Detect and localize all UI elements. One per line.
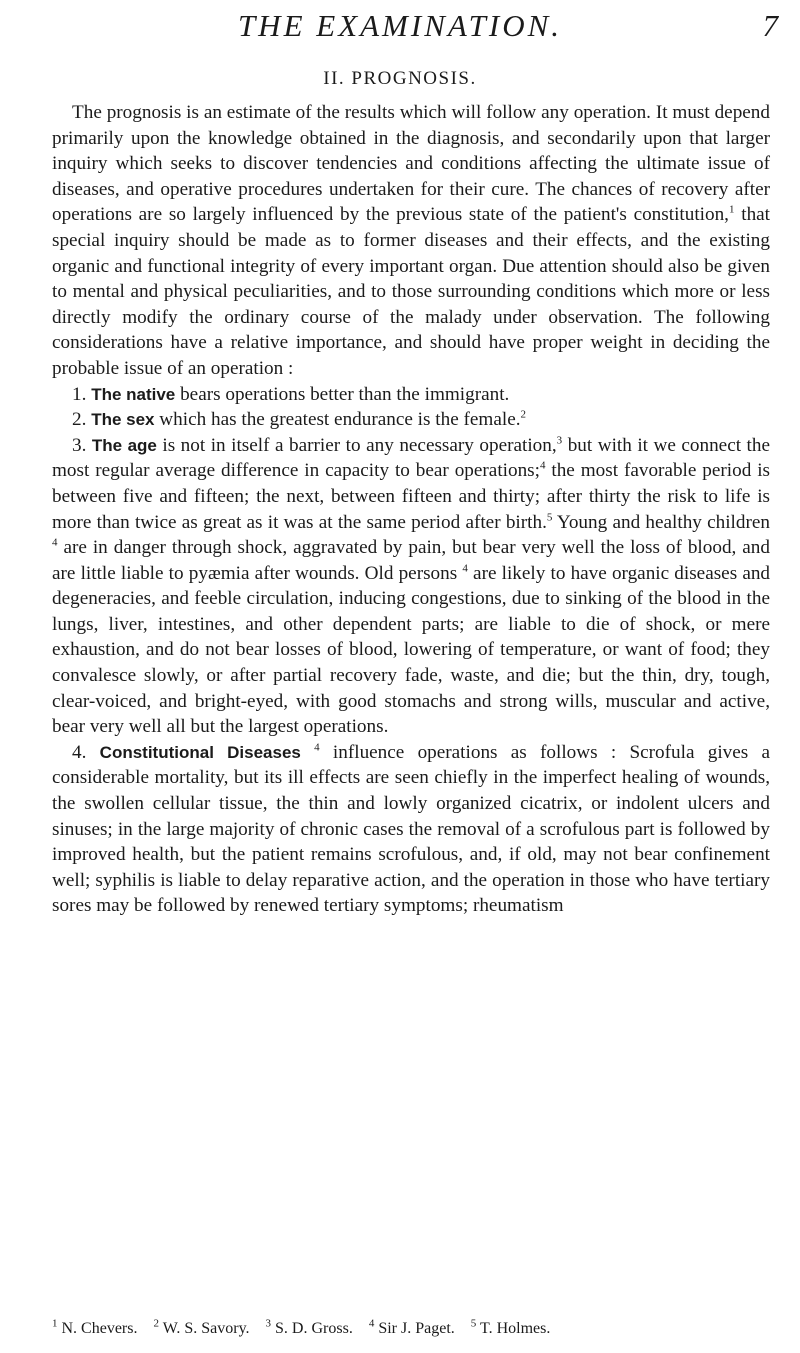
list-item-native: 1. The native bears operations better than the immigrant. (72, 383, 510, 405)
term-sex: The sex (91, 410, 155, 430)
list-item-sex: 2. The sex which has the greatest endurance is the female.$^2$ (72, 408, 527, 431)
footnote-3: $^3$ S. D. Gross. (265, 1317, 353, 1337)
footnote-ref: 4 (314, 741, 320, 754)
page-number: 7 (762, 8, 778, 43)
footnote-ref: 1 (728, 203, 735, 216)
intro-paragraph: The prognosis is an estimate of the results which will follow any operation. It must depend primarily upon the knowledge obtained in the diagnosis, and secondarily upon that larger inquiry which seeks to discover tendencies and conditions affecting the ultimate issue of diseases, and operative procedures undertaken for their cure. The chances of recovery after operations are so largely influenced by the previous state of the patient's constitution,$^1$ that special inquiry should be made as to former diseases and their effects, and the existing organic and functional integrity of every important organ. Due attention should also be given to mental and physical peculiarities, and to those surrounding conditions which more or less directly modify the ordinary course of the malady under observation. The following considerations have a relative importance, and should have proper weight in deciding the probable issue of an operation : (52, 102, 771, 379)
footnote-ref: 4 (539, 459, 546, 472)
body-text (52, 100, 770, 919)
term-native: The native (91, 384, 176, 404)
footnote-ref: 4 (462, 562, 468, 575)
footnote-1: $^1$ N. Chevers. (52, 1317, 138, 1337)
running-head (0, 8, 800, 48)
list-item-age: 3. The age is not in itself a barrier to any necessary operation,$^3$ but with it we connect the most regular average difference in capacity to bear operations;$^4$ the most favorable period is between five and fifteen; the next, between fifteen and thirty; after thirty the risk to life is more than twice as great as it was at the same period after birth.$^5$ Young and healthy children $^4$ are in danger through shock, aggravated by pain, but bear very well the loss of blood, and are little liable to pyæmia after wounds. Old persons $^4$ are likely to have organic diseases and degeneracies, and feeble circulation, inducing congestions, due to sinking of the blood in the lungs, liver, intestines, and other dependent parts; are liable to die of shock, or mere exhaustion, and do not bear losses of blood, lowering of temperature, or want of food; they convalesce slowly, or after partial recovery fade, waste, and die; but the thin, dry, tough, clear-voiced, and bright-eyed, with good stomachs and strong wills, muscular and active, bear very well all but the largest operations. (52, 434, 771, 738)
running-title: THE EXAMINATION. (237, 8, 563, 43)
footnote-ref: 2 (520, 408, 527, 421)
footnote-ref: 5 (546, 511, 553, 524)
section-heading: II. PROGNOSIS. (323, 68, 477, 89)
footnotes (52, 1317, 770, 1338)
term-age: The age (91, 435, 157, 455)
footnote-5: $^5$ T. Holmes. (470, 1317, 551, 1337)
term-constitutional-diseases: Constitutional Diseases (99, 742, 301, 762)
footnote-ref: 4 (52, 536, 58, 549)
list-item-constitutional-diseases: 4. Constitutional Diseases $^4$ influence operations as follows : Scrofula gives a considerable mortality, but its ill effects are seen chiefly in the imperfect healing of wounds, the swollen cellular tissue, the thin and lowly organized cicatrix, or indolent ulcers and sinuses; in the large majority of chronic cases the removal of a scrofulous part is followed by improved health, but the patient remains scrofulous, and, if old, may not bear confinement well; syphilis is liable to delay reparative action, and the operation in those who have tertiary sores may be followed by renewed tertiary symptoms; rheumatism (52, 741, 771, 917)
footnote-2: $^2$ W. S. Savory. (153, 1317, 250, 1337)
footnote-4: $^4$ Sir J. Paget. (368, 1317, 455, 1337)
footnote-ref: 3 (556, 434, 563, 447)
